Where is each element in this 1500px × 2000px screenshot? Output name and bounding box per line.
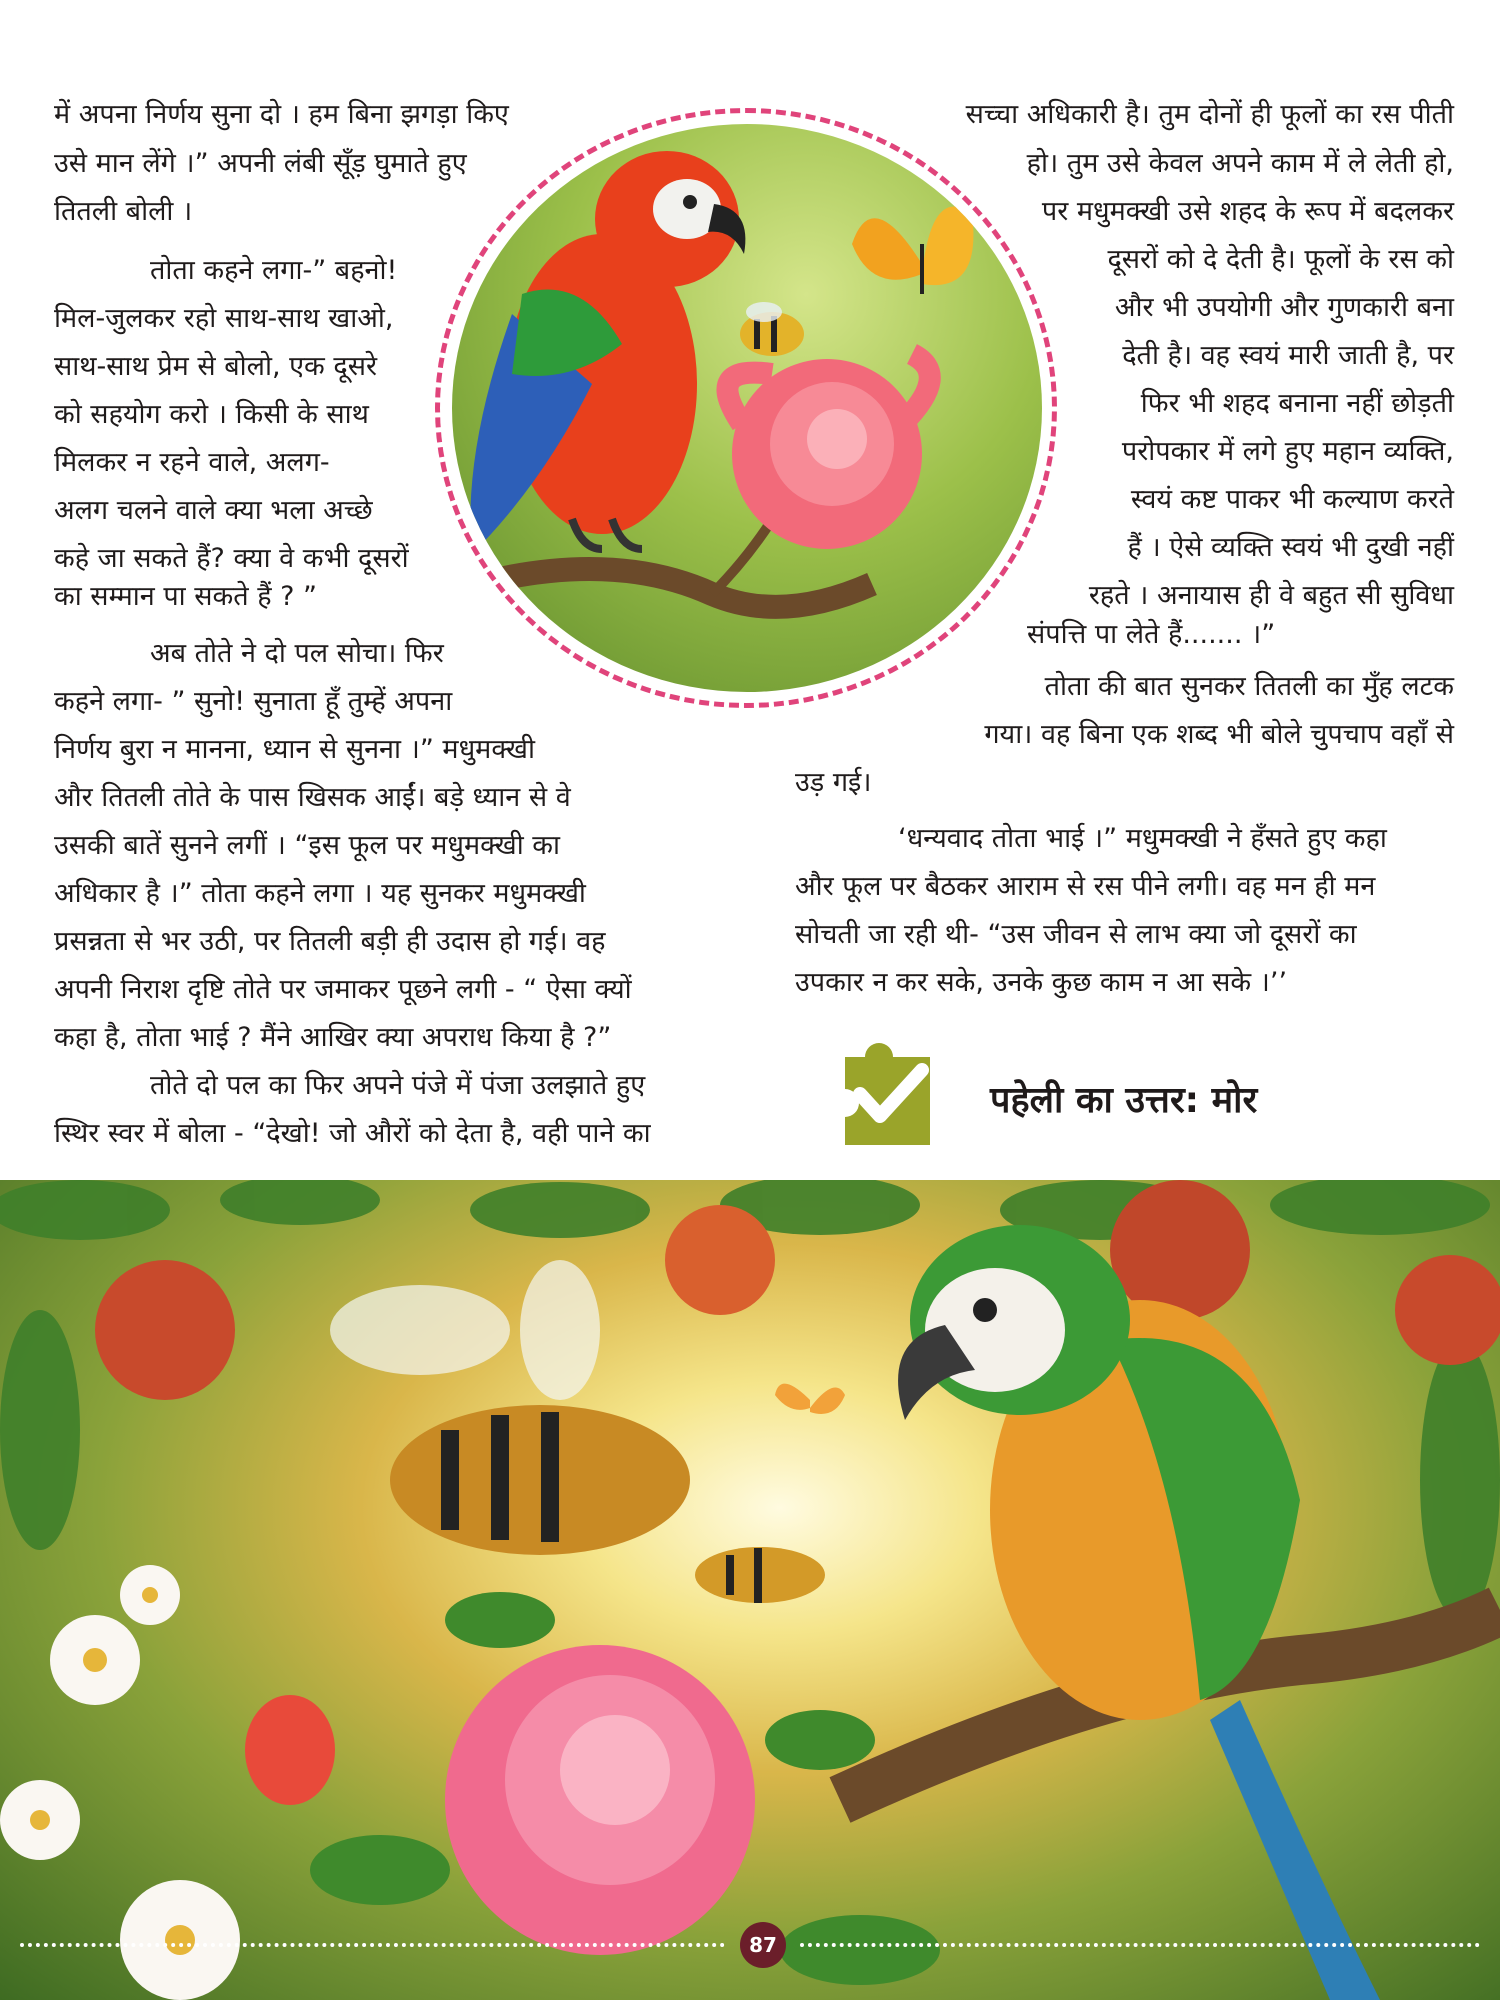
text-line: मिल-जुलकर रहो साथ-साथ खाओ, [54, 303, 394, 334]
text-line: अधिकार है ।” तोता कहने लगा । यह सुनकर मधुमक्खी [54, 878, 586, 909]
text-line: और फूल पर बैठकर आराम से रस पीने लगी। वह मन ही मन [795, 871, 1376, 902]
text-line: का सम्मान पा सकते हैं ? ” [54, 581, 318, 612]
check-puzzle-icon [815, 1032, 945, 1152]
text-line: स्वयं कष्ट पाकर भी कल्याण करते [1130, 484, 1454, 515]
garden-scene-illustration [0, 1180, 1500, 2000]
text-line: अब तोते ने दो पल सोचा। फिर [150, 638, 444, 669]
text-line: में अपना निर्णय सुना दो । हम बिना झगड़ा किए [54, 99, 509, 130]
text-line: दूसरों को दे देती है। फूलों के रस को [1107, 244, 1454, 275]
text-line: साथ-साथ प्रेम से बोलो, एक दूसरे [54, 351, 378, 382]
text-line: हो। तुम उसे केवल अपने काम में ले लेती हो, [1026, 148, 1454, 179]
text-line: संपत्ति पा लेते हैं....... ।” [1027, 619, 1276, 650]
text-line: तोते दो पल का फिर अपने पंजे में पंजा उलझाते हुए [150, 1070, 646, 1101]
text-line: निर्णय बुरा न मानना, ध्यान से सुनना ।” मधुमक्खी [54, 734, 535, 765]
footer-dotted-rule [800, 1943, 1480, 1947]
text-line: और भी उपयोगी और गुणकारी बना [1114, 292, 1454, 323]
text-line: प्रसन्नता से भर उठी, पर तितली बड़ी ही उदास हो गई। वह [54, 926, 606, 957]
text-line: को सहयोग करो । किसी के साथ [54, 399, 369, 430]
text-line: उसे मान लेंगे ।” अपनी लंबी सूँड़ घुमाते हुए [54, 148, 467, 179]
text-line: सोचती जा रही थी- “उस जीवन से लाभ क्या जो दूसरों का [795, 919, 1357, 950]
text-line: पर मधुमक्खी उसे शहद के रूप में बदलकर [1041, 196, 1454, 227]
text-line: कहे जा सकते हैं? क्या वे कभी दूसरों [54, 543, 409, 574]
text-line: फिर भी शहद बनाना नहीं छोड़ती [1140, 388, 1454, 419]
footer-dotted-rule [20, 1943, 725, 1947]
text-line: कहा है, तोता भाई ? मैंने आखिर क्या अपराध किया है ?” [54, 1022, 612, 1053]
text-line: सच्चा अधिकारी है। तुम दोनों ही फूलों का रस पीती [965, 99, 1454, 130]
puzzle-answer: पहेली का उत्तर: मोर [990, 1080, 1258, 1121]
text-line: कहने लगा- ” सुनो! सुनाता हूँ तुम्हें अपना [54, 686, 453, 717]
text-line: ‘धन्यवाद तोता भाई ।” मधुमक्खी ने हँसते हुए कहा [898, 823, 1387, 854]
text-line: गया। वह बिना एक शब्द भी बोले चुपचाप वहाँ से [984, 719, 1454, 750]
text-line: देती है। वह स्वयं मारी जाती है, पर [1122, 340, 1454, 371]
text-line: उपकार न कर सके, उनके कुछ काम न आ सके ।’’ [795, 967, 1288, 998]
page-number: 87 [740, 1922, 786, 1968]
text-line: अलग चलने वाले क्या भला अच्छे [54, 495, 373, 526]
text-line: परोपकार में लगे हुए महान व्यक्ति, [1121, 436, 1454, 467]
text-line: तोता की बात सुनकर तितली का मुँह लटक [1044, 671, 1454, 702]
text-line: अपनी निराश दृष्टि तोते पर जमाकर पूछने लगी - “ ऐसा क्यों [54, 974, 632, 1005]
dashed-circle-border [435, 108, 1057, 708]
text-line: तोता कहने लगा-” बहनो! [150, 255, 398, 286]
text-line: तितली बोली । [54, 196, 193, 227]
text-line: हैं । ऐसे व्यक्ति स्वयं भी दुखी नहीं [1127, 532, 1454, 563]
text-line: रहते । अनायास ही वे बहुत सी सुविधा [1088, 580, 1454, 611]
text-line: मिलकर न रहने वाले, अलग- [54, 447, 330, 478]
text-line: उसकी बातें सुनने लगीं । “इस फूल पर मधुमक्खी का [54, 830, 561, 861]
text-line: स्थिर स्वर में बोला - “देखो! जो औरों को देता है, वही पाने का [54, 1118, 651, 1149]
text-line: और तितली तोते के पास खिसक आईं। बड़े ध्यान से वे [54, 782, 571, 813]
text-line: उड़ गई। [795, 767, 872, 798]
